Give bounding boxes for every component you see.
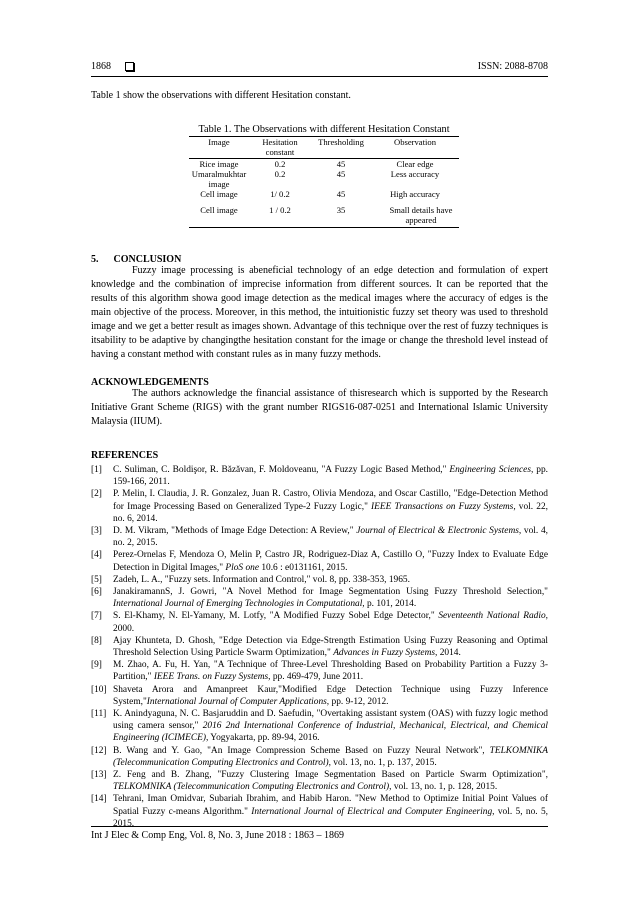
reference-item: [9] M. Zhao, A. Fu, H. Yan, "A Technique of Three-Level Thresholding Based on Probability Partition a Fuzzy 3-Partition," IEEE Trans. on Fuzzy Systems, pp. 469-479, June 2011. [91,660,548,683]
header-rule [91,76,548,77]
issn: ISSN: 2088-8708 [477,61,548,72]
acknowledgements-body: The authors acknowledge the financial assistance of thisresearch which is supported by the Research Initiative Grant Scheme (RIGS) with the grant number RIGS16-087-0251 and International Islamic University Malaysia (IIUM). [91,388,548,427]
table-cell: 0.2 [274,159,286,169]
page-number: 1868 [91,61,111,72]
reference-item: [11] K. Anindyaguna, N. C. Basjaruddin and D. Saefudin, "Overtaking assistant system (OAS) with fuzzy logic method using camera sensor," 2016 2nd International Conference of Industrial, Mechanical, Electrical, and Chemical Engineering (ICIMECE), Yogyakarta, pp. 89-94, 2016. [91,709,549,744]
table-cell: Cell image [200,189,238,199]
references-heading: REFERENCES [91,450,159,461]
conclusion-heading: 5. CONCLUSION [91,254,182,265]
table-header-row [189,137,459,159]
reference-item: [8] Ajay Khunteta, D. Ghosh, "Edge Detection via Edge-Strength Estimation Using Fuzzy Reasoning and Optimal Threshold Selection Using Particle Swarm Optimization," Advances in Fuzzy Systems, 2014. [91,635,548,659]
reference-item: [7] S. El-Khamy, N. El-Yamany, M. Lotfy, "A Modified Fuzzy Sobel Edge Detector," Seventeenth National Radio, 2000. [91,611,548,634]
table-row [189,189,459,205]
reference-item: [10] Shaveta Arora and Amanpreet Kaur,"Modified Edge Detection Technique using Fuzzy Inference System,"International Journal of Computer Applications, pp. 9-12, 2012. [91,684,548,707]
table-cell: 1/ 0.2 [270,189,290,199]
table-cell: 45 [336,169,346,179]
table-header: Hesitation constant [249,137,311,159]
table-cell: 35 [311,205,371,228]
table-row [189,159,459,170]
intro-text: Table 1 show the observations with different Hesitation constant. [91,90,351,101]
reference-list [91,464,548,830]
reference-item: [5] Zadeh, L. A., "Fuzzy sets. Information and Control," vol. 8, pp. 338-353, 1965. [91,574,410,585]
page-header [91,61,548,77]
table-cell: High accuracy [390,189,440,199]
table-cell: Less accuracy [390,169,440,179]
table-header: Image [189,137,249,159]
table-cell: 1 / 0.2 [249,205,311,228]
table-cell: Cell image [189,205,249,228]
table-header: Observation [371,137,459,159]
header-square-icon [125,62,134,71]
table-cell: 0.2 [274,169,286,179]
conclusion-body: Fuzzy image processing is abeneficial technology of an edge detection and formulation of expert knowledge and the combination of imprecise information from different sources. It can be reported that the results of this algorithm showa good image detection as the medical images where the accuracy of edges is the main objective of the process. Moreover, in this method, the intuitionistic fuzzy set theory was used to threshold image and we get a better result as images shown. Advantage of this technique over the rest of fuzzy techniques is itsability to be adaptive by changingthe hesitation constant for the image or change the threshold level instead of having a constant method with constant rules as in many fuzzy methods. [91,265,548,360]
table-cell: Rice image [199,159,239,169]
reference-item: [6] JanakiramannS, J. Gowri, "A Novel Method for Image Segmentation Using Fuzzy Threshold Selection," International Journal of Emerging Technologies in Computational, p. 101, 2014. [91,587,548,610]
observations-table [189,124,459,228]
reference-item: [1] C. Suliman, C. Boldişor, R. Băzăvan, F. Moldoveanu, "A Fuzzy Logic Based Method," Engineering Sciences, pp. 159-166, 2011. [91,465,548,488]
reference-item: [14] Tehrani, Iman Omidvar, Subariah Ibrahim, and Habib Haron. "New Method to Optimize Initial Point Values of Spatial Fuzzy c-means Algorithm." International Journal of Electrical and Computer Engineering, vol. 5, no. 5, 2015. [91,794,548,829]
page-footer: Int J Elec & Comp Eng, Vol. 8, No. 3, June 2018 : 1863 – 1869 [91,830,344,841]
table-row [189,169,459,189]
table-cell: 45 [336,189,346,199]
table-row [189,205,459,228]
table-cell: 45 [336,159,346,169]
footer-rule [91,826,548,827]
table-cell: Small details have appeared [371,205,459,228]
table-cell: Umaralmukhtar image [191,169,247,189]
table-caption: Table 1. The Observations with different Hesitation Constant [198,124,450,135]
reference-item: [13] Z. Feng and B. Zhang, "Fuzzy Clustering Image Segmentation Based on Particle Swarm Optimization", TELKOMNIKA (Telecommunication Computing Electronics and Control), vol. 13, no. 1, p. 128, 2015. [91,770,548,793]
table-header: Thresholding [311,137,371,159]
table-cell: Clear edge [396,159,434,169]
reference-item: [4] Perez-Ornelas F, Mendoza O, Melin P, Castro JR, Rodriguez-Diaz A, Castillo O, "Fuzzy Index to Evaluate Edge Detection in Digital Images," PloS one 10.6 : e0131161, 2015. [91,550,548,573]
acknowledgements-heading: ACKNOWLEDGEMENTS [91,377,209,388]
reference-item: [3] D. M. Vikram, "Methods of Image Edge Detection: A Review," Journal of Electrical & Electronic Systems, vol. 4, no. 2, 2015. [91,526,548,549]
reference-item: [12] B. Wang and Y. Gao, "An Image Compression Scheme Based on Fuzzy Neural Network", TELKOMNIKA (Telecommunication Computing Electronics and Control), vol. 13, no. 1, p. 137, 2015. [91,745,548,768]
reference-item: [2] P. Melin, I. Claudia, J. R. Gonzalez, Juan R. Castro, Olivia Mendoza, and Oscar Castillo, "Edge-Detection Method for Image Processing Based on Generalized Type-2 Fuzzy Logic," IEEE Transactions on Fuzzy Systems, vol. 22, no. 6, 2014. [91,489,548,524]
